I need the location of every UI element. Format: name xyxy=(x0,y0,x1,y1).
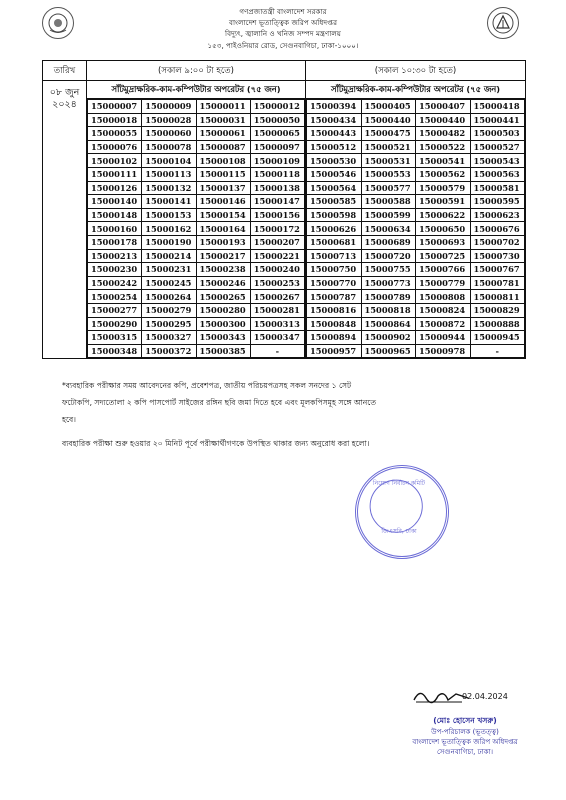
roll-number-cell: 15000160 xyxy=(88,222,142,236)
roll-number-cell: 15000440 xyxy=(361,113,416,127)
roll-number-cell: 15000816 xyxy=(307,303,362,317)
roll-number-cell: 15000031 xyxy=(196,113,250,127)
roll-number-cell: 15000598 xyxy=(307,208,362,222)
table-row xyxy=(307,167,525,181)
roll-number-cell: 15000265 xyxy=(196,290,250,304)
roll-number-cell: 15000028 xyxy=(142,113,196,127)
roll-number-cell: 15000503 xyxy=(470,127,525,141)
table-row xyxy=(307,127,525,141)
roll-number-cell: 15000440 xyxy=(416,113,471,127)
roll-number-cell: 15000978 xyxy=(416,344,471,358)
roll-number-cell: 15000902 xyxy=(361,331,416,345)
table-row xyxy=(88,127,305,141)
roll-number-cell: 15000965 xyxy=(361,344,416,358)
roll-number-cell: 15000811 xyxy=(470,290,525,304)
table-row xyxy=(88,113,305,127)
table-row xyxy=(88,100,305,114)
roll-number-cell: 15000581 xyxy=(470,181,525,195)
roll-number-cell: 15000108 xyxy=(196,154,250,168)
roll-number-cell: 15000405 xyxy=(361,100,416,114)
roll-number-cell: 15000888 xyxy=(470,317,525,331)
roll-number-cell: 15000563 xyxy=(470,167,525,181)
roll-number-cell: 15000076 xyxy=(88,140,142,154)
roll-number-cell: 15000725 xyxy=(416,249,471,263)
table-row xyxy=(307,222,525,236)
signature-date: 02.04.2024 xyxy=(462,692,508,701)
roll-number-cell: 15000650 xyxy=(416,222,471,236)
roll-number-cell: 15000140 xyxy=(88,195,142,209)
roll-number-cell: 15000626 xyxy=(307,222,362,236)
roll-number-cell: 15000238 xyxy=(196,263,250,277)
left-roll-grid xyxy=(87,99,305,358)
exam-date-year: ২০২৪ xyxy=(52,99,77,110)
left-roll-cell xyxy=(87,99,306,359)
roll-number-cell: 15000240 xyxy=(250,263,304,277)
roll-number-cell: 15000385 xyxy=(196,344,250,358)
table-row xyxy=(88,303,305,317)
roll-number-cell: 15000009 xyxy=(142,100,196,114)
roll-number-cell: 15000281 xyxy=(250,303,304,317)
right-roll-cell xyxy=(306,99,526,359)
roll-number-cell: 15000267 xyxy=(250,290,304,304)
roll-number-cell: 15000808 xyxy=(416,290,471,304)
roll-number-cell: 15000541 xyxy=(416,154,471,168)
roll-number-cell: 15000348 xyxy=(88,344,142,358)
roll-number-cell: 15000113 xyxy=(142,167,196,181)
roll-number-cell: 15000078 xyxy=(142,140,196,154)
table-row xyxy=(88,290,305,304)
roll-number-cell: 15000164 xyxy=(196,222,250,236)
roll-number-cell: 15000104 xyxy=(142,154,196,168)
roll-number-cell: 15000872 xyxy=(416,317,471,331)
roll-number-cell: 15000327 xyxy=(142,331,196,345)
roll-number-cell: 15000824 xyxy=(416,303,471,317)
roll-number-cell: 15000767 xyxy=(470,263,525,277)
note-arrival: ব্যবহারিক পরীক্ষা শুরু হওয়ার ২০ মিনিট পূর্বে পরীক্ষার্থীগণকে উপস্থিত থাকার জন্য অনুরোধ করা হলো। xyxy=(62,439,370,448)
note1-line1: *ব্যবহারিক পরীক্ষার সময় আবেদনের কপি, প্রবেশপত্র, জাতীয় পরিচয়পত্রসহ সকল সনদের ১ সেট xyxy=(62,381,352,390)
table-row xyxy=(307,113,525,127)
signatory-address: সেগুনবাগিচা, ঢাকা। xyxy=(436,748,494,756)
roll-number-cell: 15000957 xyxy=(307,344,362,358)
roll-number-cell: 15000153 xyxy=(142,208,196,222)
roll-number-cell: 15000246 xyxy=(196,276,250,290)
roll-number-cell: 15000290 xyxy=(88,317,142,331)
roll-number-cell: 15000347 xyxy=(250,331,304,345)
roll-number-cell: 15000818 xyxy=(361,303,416,317)
table-row xyxy=(88,167,305,181)
right-roll-grid xyxy=(306,99,525,358)
roll-number-cell: 15000766 xyxy=(416,263,471,277)
roll-number-cell: 15000254 xyxy=(88,290,142,304)
roll-number-cell: 15000713 xyxy=(307,249,362,263)
roll-number-cell: 15000231 xyxy=(142,263,196,277)
table-row xyxy=(307,276,525,290)
roll-number-cell: 15000279 xyxy=(142,303,196,317)
roll-number-cell: 15000060 xyxy=(142,127,196,141)
roll-number-cell: 15000213 xyxy=(88,249,142,263)
roll-number-cell: - xyxy=(250,344,304,358)
roll-number-cell: 15000521 xyxy=(361,140,416,154)
roll-number-cell: 15000781 xyxy=(470,276,525,290)
post2-header: সাঁটমুদ্রাক্ষরিক-কাম-কম্পিউটার অপরেটর (৭৫ জন) xyxy=(306,81,526,99)
roll-number-cell: 15000634 xyxy=(361,222,416,236)
roll-number-cell: 15000141 xyxy=(142,195,196,209)
roll-number-cell: 15000115 xyxy=(196,167,250,181)
roll-number-cell: 15000553 xyxy=(361,167,416,181)
table-row xyxy=(307,154,525,168)
roll-number-cell: 15000585 xyxy=(307,195,362,209)
roll-number-cell: 15000264 xyxy=(142,290,196,304)
header-line-ministry: বিদ্যুৎ, জ্বালানি ও খনিজ সম্পদ মন্ত্রণালয় xyxy=(225,29,341,38)
roll-number-cell: 15000097 xyxy=(250,140,304,154)
roll-number-cell: 15000864 xyxy=(361,317,416,331)
roll-number-cell: 15000126 xyxy=(88,181,142,195)
roll-number-cell: 15000230 xyxy=(88,263,142,277)
table-row xyxy=(88,222,305,236)
table-row xyxy=(307,195,525,209)
roll-number-cell: 15000588 xyxy=(361,195,416,209)
roll-number-cell: 15000214 xyxy=(142,249,196,263)
table-row xyxy=(88,331,305,345)
table-row xyxy=(88,235,305,249)
roll-number-cell: 15000522 xyxy=(416,140,471,154)
table-row xyxy=(88,276,305,290)
roll-number-cell: 15000770 xyxy=(307,276,362,290)
roll-number-cell: 15000277 xyxy=(88,303,142,317)
roll-number-cell: 15000689 xyxy=(361,235,416,249)
roll-number-cell: 15000007 xyxy=(88,100,142,114)
roll-number-cell: 15000207 xyxy=(250,235,304,249)
table-row xyxy=(88,181,305,195)
table-row xyxy=(88,140,305,154)
roll-number-cell: 15000676 xyxy=(470,222,525,236)
exam-schedule-table xyxy=(42,60,526,359)
seal-text-bottom: জিএসবি, ঢাকা xyxy=(381,528,417,535)
roll-number-cell: 15000148 xyxy=(88,208,142,222)
roll-number-cell: 15000441 xyxy=(470,113,525,127)
roll-number-cell: 15000527 xyxy=(470,140,525,154)
roll-number-cell: 15000253 xyxy=(250,276,304,290)
roll-number-cell: 15000622 xyxy=(416,208,471,222)
roll-number-cell: 15000720 xyxy=(361,249,416,263)
roll-number-cell: 15000789 xyxy=(361,290,416,304)
roll-number-cell: 15000280 xyxy=(196,303,250,317)
roll-number-cell: 15000945 xyxy=(470,331,525,345)
table-row xyxy=(307,140,525,154)
table-row xyxy=(307,263,525,277)
roll-number-cell: 15000242 xyxy=(88,276,142,290)
roll-number-cell: 15000111 xyxy=(88,167,142,181)
roll-number-cell: 15000061 xyxy=(196,127,250,141)
table-row xyxy=(307,181,525,195)
roll-number-cell: 15000407 xyxy=(416,100,471,114)
exam-date-day: ০৮ জুন xyxy=(49,87,80,98)
roll-number-cell: 15000178 xyxy=(88,235,142,249)
roll-number-cell: 15000343 xyxy=(196,331,250,345)
roll-number-cell: 15000012 xyxy=(250,100,304,114)
table-row xyxy=(307,317,525,331)
roll-number-cell: 15000172 xyxy=(250,222,304,236)
roll-number-cell: 15000313 xyxy=(250,317,304,331)
roll-number-cell: 15000372 xyxy=(142,344,196,358)
roll-number-cell: 15000579 xyxy=(416,181,471,195)
roll-number-cell: 15000475 xyxy=(361,127,416,141)
roll-number-cell: 15000693 xyxy=(416,235,471,249)
roll-number-cell: 15000530 xyxy=(307,154,362,168)
roll-number-cell: 15000055 xyxy=(88,127,142,141)
roll-number-cell: 15000595 xyxy=(470,195,525,209)
roll-number-cell: 15000482 xyxy=(416,127,471,141)
header-line-govt: গণপ্রজাতন্ত্রী বাংলাদেশ সরকার xyxy=(239,7,327,16)
table-row xyxy=(307,303,525,317)
seal-text-top: নিয়োগ নির্বাচন কমিটি xyxy=(372,480,426,487)
roll-number-cell: 15000050 xyxy=(250,113,304,127)
roll-number-cell: 15000591 xyxy=(416,195,471,209)
date-column-header: তারিখ xyxy=(43,61,87,81)
roll-number-cell: 15000394 xyxy=(307,100,362,114)
roll-number-cell: 15000787 xyxy=(307,290,362,304)
table-row xyxy=(307,344,525,358)
table-row xyxy=(88,263,305,277)
table-row xyxy=(88,317,305,331)
roll-number-cell: 15000599 xyxy=(361,208,416,222)
roll-number-cell: 15000848 xyxy=(307,317,362,331)
roll-number-cell: 15000087 xyxy=(196,140,250,154)
roll-number-cell: 15000118 xyxy=(250,167,304,181)
roll-number-cell: 15000702 xyxy=(470,235,525,249)
roll-number-cell: 15000065 xyxy=(250,127,304,141)
roll-number-cell: 15000546 xyxy=(307,167,362,181)
roll-number-cell: 15000773 xyxy=(361,276,416,290)
table-row xyxy=(88,154,305,168)
table-row xyxy=(307,100,525,114)
table-row xyxy=(88,344,305,358)
signatory-name: (মোঃ হোসেন খসরু) xyxy=(433,716,497,725)
note1-line3: হবে। xyxy=(62,415,76,424)
roll-number-cell: 15000109 xyxy=(250,154,304,168)
roll-number-cell: 15000300 xyxy=(196,317,250,331)
shift2-header: (সকাল ১০:৩০ টা হতে) xyxy=(306,61,526,81)
header-line-department: বাংলাদেশ ভূতাত্ত্বিক জরিপ অধিদপ্তর xyxy=(228,18,338,27)
roll-number-cell: 15000162 xyxy=(142,222,196,236)
roll-number-cell: 15000146 xyxy=(196,195,250,209)
roll-number-cell: 15000190 xyxy=(142,235,196,249)
roll-number-cell: 15000138 xyxy=(250,181,304,195)
roll-number-cell: 15000894 xyxy=(307,331,362,345)
roll-number-cell: 15000156 xyxy=(250,208,304,222)
roll-number-cell: 15000564 xyxy=(307,181,362,195)
roll-number-cell: 15000755 xyxy=(361,263,416,277)
roll-number-cell: 15000681 xyxy=(307,235,362,249)
table-row xyxy=(88,208,305,222)
table-row xyxy=(88,195,305,209)
roll-number-cell: 15000011 xyxy=(196,100,250,114)
roll-number-cell: 15000543 xyxy=(470,154,525,168)
roll-number-cell: 15000829 xyxy=(470,303,525,317)
table-row xyxy=(307,208,525,222)
post1-header: সাঁটমুদ্রাক্ষরিক-কাম-কম্পিউটার অপরেটর (৭৫ জন) xyxy=(87,81,306,99)
roll-number-cell: 15000315 xyxy=(88,331,142,345)
header-line-address: ১৫৩, পাইওনিয়ার রোড, সেগুনবাগিচা, ঢাকা-১০০০। xyxy=(207,41,359,50)
roll-number-cell: 15000562 xyxy=(416,167,471,181)
roll-number-cell: 15000418 xyxy=(470,100,525,114)
roll-number-cell: 15000018 xyxy=(88,113,142,127)
roll-number-cell: 15000147 xyxy=(250,195,304,209)
roll-number-cell: 15000217 xyxy=(196,249,250,263)
signatory-office: বাংলাদেশ ভূতাত্ত্বিক জরিপ অধিদপ্তর xyxy=(412,738,518,746)
shift1-header: (সকাল ৯:০০ টা হতে) xyxy=(87,61,306,81)
roll-number-cell: 15000750 xyxy=(307,263,362,277)
note1-line2: ফটোকপি, সদ্যতোলা ২ কপি পাসপোর্ট সাইজের রঙ্গিন ছবি জমা দিতে হবে এবং মূলকপিসমূহ সঙ্গে আনতে xyxy=(62,398,377,407)
roll-number-cell: 15000779 xyxy=(416,276,471,290)
table-row xyxy=(307,331,525,345)
roll-number-cell: 15000623 xyxy=(470,208,525,222)
roll-number-cell: 15000512 xyxy=(307,140,362,154)
roll-number-cell: 15000434 xyxy=(307,113,362,127)
roll-number-cell: 15000443 xyxy=(307,127,362,141)
signatory-designation: উপ-পরিচালক (ভূতত্ত্ব) xyxy=(431,728,499,736)
roll-number-cell: 15000577 xyxy=(361,181,416,195)
roll-number-cell: 15000730 xyxy=(470,249,525,263)
roll-number-cell: 15000221 xyxy=(250,249,304,263)
roll-number-cell: 15000154 xyxy=(196,208,250,222)
roll-number-cell: 15000102 xyxy=(88,154,142,168)
table-row xyxy=(88,249,305,263)
roll-number-cell: 15000531 xyxy=(361,154,416,168)
table-row xyxy=(307,249,525,263)
roll-number-cell: - xyxy=(470,344,525,358)
roll-number-cell: 15000295 xyxy=(142,317,196,331)
committee-seal xyxy=(355,465,449,559)
exam-date-cell xyxy=(43,81,87,359)
note-documents xyxy=(62,377,510,428)
roll-number-cell: 15000944 xyxy=(416,331,471,345)
roll-number-cell: 15000137 xyxy=(196,181,250,195)
table-row xyxy=(307,235,525,249)
table-row xyxy=(307,290,525,304)
roll-number-cell: 15000245 xyxy=(142,276,196,290)
roll-number-cell: 15000132 xyxy=(142,181,196,195)
roll-number-cell: 15000193 xyxy=(196,235,250,249)
